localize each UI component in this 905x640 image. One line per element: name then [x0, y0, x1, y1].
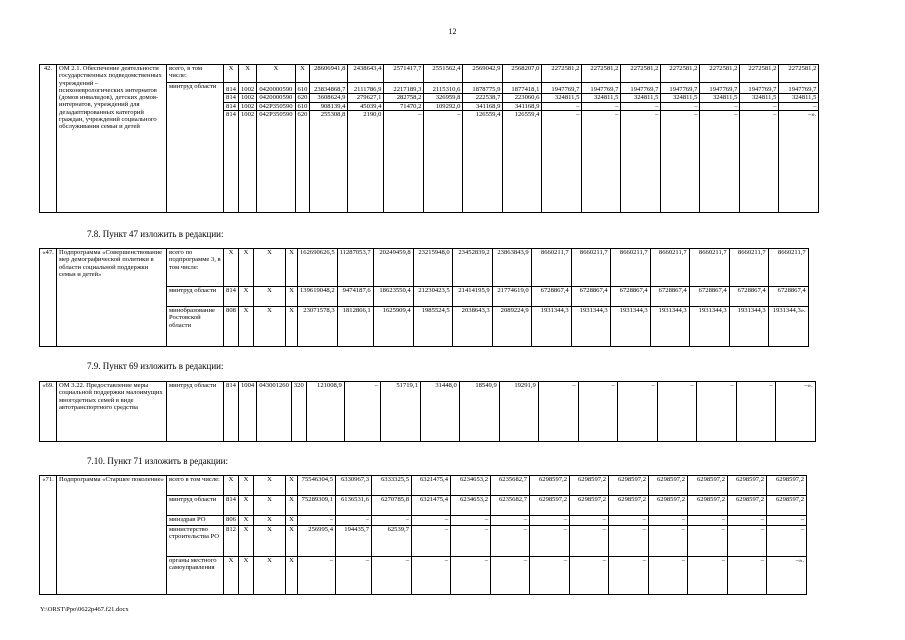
value-cell: 162690626,5: [298, 249, 338, 287]
sub-value: 2217189,3: [393, 86, 422, 93]
sub-value: –: [542, 102, 581, 110]
value-cell: 814: [224, 287, 239, 307]
value-cell: X: [239, 557, 254, 595]
value-cell: 18623550,4: [373, 287, 413, 307]
value-cell: 6298597,2: [649, 476, 688, 496]
sub-value: –: [740, 102, 778, 110]
value-cell: 62539,7: [372, 526, 412, 557]
value-cell: 6728867,4: [689, 287, 729, 307]
value-cell: X: [254, 496, 286, 516]
value-cell: –: [609, 526, 649, 557]
value-cell: 6298597,2: [609, 476, 649, 496]
value-cell: 6298597,2: [767, 476, 807, 496]
value-cell: 2568207,0: [503, 65, 542, 83]
value-cell: [239, 83, 257, 213]
value-cell: 9474187,6: [337, 287, 373, 307]
value-cell: 2272581,2: [700, 65, 740, 83]
value-cell: –: [412, 557, 451, 595]
value-cell: X: [254, 526, 286, 557]
sub-value: 1002: [241, 102, 255, 110]
sub-value: 45039,4: [348, 102, 383, 110]
value-cell: [224, 83, 239, 213]
value-cell: 6298597,2: [688, 476, 728, 496]
sub-value: 1947769,7: [630, 86, 659, 93]
value-cell: –: [578, 382, 617, 442]
value-cell: 8660211,7: [768, 249, 808, 287]
value-cell: –».: [767, 557, 807, 595]
sub-value: 1947769,7: [669, 86, 698, 93]
value-cell: –: [617, 382, 657, 442]
sub-value: 1002: [241, 110, 255, 118]
value-cell: X: [239, 496, 254, 516]
sub-value: 610: [297, 102, 308, 110]
value-cell: 20249459,8: [373, 249, 413, 287]
value-cell: –: [530, 557, 570, 595]
value-cell: 6298597,2: [570, 496, 609, 516]
sub-value: 341168,9: [503, 102, 541, 110]
sub-value: 23834868,7: [314, 86, 346, 93]
value-cell: –: [570, 526, 609, 557]
sub-value: –: [700, 110, 739, 118]
value-cell: 2272581,2: [621, 65, 661, 83]
sub-value: –: [779, 102, 818, 110]
value-cell: –: [609, 516, 649, 526]
value-cell: X: [254, 249, 286, 287]
value-cell: 6235682,7: [491, 476, 530, 496]
value-cell: –: [688, 557, 728, 595]
value-cell: 8660211,7: [650, 249, 689, 287]
value-cell: 194435,7: [336, 526, 372, 557]
value-cell: –: [649, 557, 688, 595]
sub-value: 1947769,7: [551, 86, 580, 93]
sub-value: 1947769,7: [748, 86, 777, 93]
value-cell: 1985524,5: [413, 307, 452, 347]
row-number: «47.: [40, 249, 57, 347]
sub-value: –: [384, 110, 423, 118]
sub-value: –: [621, 110, 660, 118]
value-cell: [348, 83, 384, 213]
value-cell: X: [239, 526, 254, 557]
row-number: «71.: [40, 476, 57, 595]
sub-value: –: [542, 110, 581, 118]
value-cell: 2272581,2: [542, 65, 582, 83]
value-cell: 1931344,3: [689, 307, 729, 347]
value-cell: –: [491, 557, 530, 595]
sub-value: 814: [224, 102, 238, 110]
value-cell: 6321475,4: [412, 496, 451, 516]
sub-value: 324811,5: [779, 93, 818, 101]
sub-value: 620: [297, 94, 308, 102]
sub-value: 2111786,9: [353, 86, 382, 93]
value-cell: 043001260: [257, 382, 292, 442]
value-cell: 2551562,4: [424, 65, 463, 83]
value-cell: [621, 83, 661, 213]
value-cell: 6235682,7: [491, 496, 530, 516]
value-cell: X: [286, 557, 298, 595]
value-cell: [661, 83, 700, 213]
value-cell: –: [336, 557, 372, 595]
value-cell: X: [295, 65, 310, 83]
sub-value: 324811,5: [700, 93, 739, 101]
value-cell: X: [286, 287, 298, 307]
value-cell: –: [372, 557, 412, 595]
value-cell: 31448,0: [420, 382, 459, 442]
sub-value: –: [582, 110, 620, 118]
value-cell: 1931344,3: [729, 307, 768, 347]
value-cell: X: [254, 557, 286, 595]
sub-value: 1947769,7: [788, 86, 817, 93]
value-cell: –: [570, 516, 609, 526]
value-cell: X: [286, 249, 298, 287]
value-cell: 2438643,4: [348, 65, 384, 83]
sub-value: 814: [224, 110, 238, 118]
value-cell: [503, 83, 542, 213]
value-cell: [463, 83, 503, 213]
value-cell: –: [649, 516, 688, 526]
sub-value: 324811,5: [740, 93, 778, 101]
value-cell: 8660211,7: [610, 249, 650, 287]
value-cell: –: [412, 526, 451, 557]
value-cell: 11287053,7: [337, 249, 373, 287]
value-cell: 6330967,3: [336, 476, 372, 496]
sub-value: 620: [297, 110, 308, 118]
row-number: «69.: [40, 382, 57, 442]
sub-value: 1878775,9: [472, 86, 501, 93]
footer-path: Y:\ORST\Ppo\0622p467.f21.docx: [40, 606, 129, 613]
sub-value: 1002: [241, 94, 255, 102]
row-number: 42.: [40, 65, 57, 213]
row-label: минтруд области: [167, 496, 224, 516]
value-cell: 23863843,9: [492, 249, 531, 287]
sub-value: 1947769,7: [709, 86, 738, 93]
row-label: минтруд области: [167, 287, 224, 307]
item-name: Подпрограмма «Старшее поколение»: [57, 476, 167, 595]
sub-value: 223060,6: [503, 93, 541, 101]
value-cell: –: [530, 526, 570, 557]
sub-value: 0420000590: [257, 93, 294, 101]
value-cell: 21230423,5: [413, 287, 452, 307]
value-cell: X: [257, 65, 295, 83]
value-cell: [295, 83, 310, 213]
value-cell: –: [298, 516, 336, 526]
sub-value: –: [740, 110, 778, 118]
value-cell: 2569042,9: [463, 65, 503, 83]
row-label: всего, в том числе:: [167, 65, 224, 83]
page-number: 12: [448, 27, 457, 36]
sub-value: –: [700, 102, 739, 110]
row-label: минтруд области: [167, 83, 224, 213]
value-cell: –: [412, 516, 451, 526]
sub-value: 109292,0: [424, 102, 462, 110]
value-cell: 1931344,3».: [768, 307, 808, 347]
value-cell: 51719,1: [380, 382, 420, 442]
value-cell: X: [224, 476, 239, 496]
value-cell: –: [451, 526, 491, 557]
value-cell: 6321475,4: [412, 476, 451, 496]
value-cell: 6728867,4: [571, 287, 610, 307]
value-cell: –: [451, 557, 491, 595]
value-cell: 1931344,3: [571, 307, 610, 347]
sub-value: 042P350590: [259, 110, 293, 118]
value-cell: 6298597,2: [688, 496, 728, 516]
value-cell: –».: [775, 382, 815, 442]
value-cell: 2571417,7: [384, 65, 424, 83]
sub-value: –: [424, 110, 462, 118]
value-cell: 8660211,7: [531, 249, 571, 287]
table-row-69: [39, 381, 816, 442]
value-cell: 320: [291, 382, 306, 442]
value-cell: 8660211,7: [729, 249, 768, 287]
value-cell: 6136531,6: [336, 496, 372, 516]
value-cell: –: [688, 526, 728, 557]
value-cell: 1931344,3: [610, 307, 650, 347]
value-cell: 28606941,8: [310, 65, 348, 83]
value-cell: –: [530, 516, 570, 526]
value-cell: [582, 83, 621, 213]
value-cell: X: [239, 65, 257, 83]
table-row-71: [39, 475, 807, 595]
row-label: минздрав РО: [167, 516, 224, 526]
value-cell: –: [767, 526, 807, 557]
value-cell: X: [254, 476, 286, 496]
value-cell: –: [344, 382, 380, 442]
value-cell: 23452839,2: [452, 249, 492, 287]
value-cell: 6298597,2: [728, 496, 767, 516]
value-cell: X: [286, 496, 298, 516]
value-cell: 6270785,8: [372, 496, 412, 516]
value-cell: [542, 83, 582, 213]
value-cell: 6333325,5: [372, 476, 412, 496]
sub-value: 324811,5: [661, 93, 699, 101]
sub-value: 3608624,9: [310, 93, 347, 101]
value-cell: 6234653,2: [451, 496, 491, 516]
value-cell: X: [239, 476, 254, 496]
value-cell: –: [298, 557, 336, 595]
sub-value: 1947769,7: [590, 86, 619, 93]
value-cell: –: [372, 516, 412, 526]
sub-value: 279627,1: [348, 93, 383, 101]
value-cell: X: [239, 287, 254, 307]
value-cell: 808: [224, 307, 239, 347]
sub-value: 1002: [241, 86, 255, 93]
value-cell: [740, 83, 779, 213]
sub-value: 326959,8: [424, 93, 462, 101]
value-cell: –: [736, 382, 775, 442]
value-cell: 75546304,5: [298, 476, 336, 496]
value-cell: X: [239, 516, 254, 526]
value-cell: X: [254, 516, 286, 526]
value-cell: 6298597,2: [570, 476, 609, 496]
table-row-42: [39, 64, 819, 213]
sub-value: 324811,5: [582, 93, 620, 101]
sub-value: 126559,4: [463, 110, 502, 118]
value-cell: –: [649, 526, 688, 557]
item-name: Подпрограмма «Совершенствование мер демографической политики в области социальной поддержки семьи и детей»: [57, 249, 167, 347]
value-cell: 6728867,4: [768, 287, 808, 307]
value-cell: –: [728, 516, 767, 526]
value-cell: 2272581,2: [779, 65, 819, 83]
row-label: всего по подпрограмме 3, в том числе:: [167, 249, 224, 287]
heading-7-9: 7.9. Пункт 69 изложить в редакции:: [87, 361, 224, 371]
sub-value: 0420000590: [259, 86, 293, 93]
value-cell: X: [254, 287, 286, 307]
sub-value: 042P350590: [259, 102, 293, 110]
value-cell: 6234653,2: [451, 476, 491, 496]
value-cell: 814: [224, 382, 239, 442]
value-cell: 6298597,2: [728, 476, 767, 496]
sub-value: 324811,5: [621, 93, 660, 101]
value-cell: 1004: [239, 382, 257, 442]
value-cell: 6298597,2: [609, 496, 649, 516]
sub-value: –: [661, 110, 699, 118]
value-cell: 18549,9: [459, 382, 499, 442]
value-cell: 2038643,3: [452, 307, 492, 347]
value-cell: 139619048,2: [298, 287, 338, 307]
value-cell: 6728867,4: [650, 287, 689, 307]
value-cell: –: [728, 557, 767, 595]
value-cell: X: [239, 249, 254, 287]
value-cell: 8660211,7: [571, 249, 610, 287]
heading-7-8: 7.8. Пункт 47 изложить в редакции:: [87, 229, 224, 239]
value-cell: X: [224, 65, 239, 83]
value-cell: 256995,4: [298, 526, 336, 557]
sub-value: 814: [226, 86, 236, 93]
sub-value: 2115310,6: [432, 86, 461, 93]
value-cell: X: [286, 526, 298, 557]
value-cell: 812: [224, 526, 239, 557]
value-cell: X: [239, 307, 254, 347]
row-label: минтруд области: [167, 382, 224, 442]
row-label: всего в том числе:: [167, 476, 224, 496]
value-cell: –: [696, 382, 736, 442]
sub-value: 341168,9: [463, 102, 502, 110]
value-cell: 6298597,2: [530, 476, 570, 496]
sub-value: 71470,2: [384, 102, 423, 110]
value-cell: –: [767, 516, 807, 526]
value-cell: 6728867,4: [610, 287, 650, 307]
value-cell: 23071578,3: [298, 307, 338, 347]
value-cell: X: [254, 307, 286, 347]
value-cell: X: [224, 557, 239, 595]
value-cell: 1931344,3: [531, 307, 571, 347]
row-label: министерство строительства РО: [167, 526, 224, 557]
value-cell: 21414195,9: [452, 287, 492, 307]
value-cell: X: [224, 249, 239, 287]
value-cell: [384, 83, 424, 213]
value-cell: 23215948,0: [413, 249, 452, 287]
value-cell: –: [538, 382, 578, 442]
value-cell: 806: [224, 516, 239, 526]
value-cell: 121008,9: [306, 382, 344, 442]
sub-value: –: [582, 102, 620, 110]
row-label: органы местного самоуправления: [167, 557, 224, 595]
value-cell: –: [728, 526, 767, 557]
sub-value: 908139,4: [310, 102, 347, 110]
value-cell: [257, 83, 295, 213]
value-cell: [424, 83, 463, 213]
sub-value: 222538,7: [463, 93, 502, 101]
sub-value: 2190,0: [348, 110, 383, 118]
value-cell: 814: [224, 496, 239, 516]
value-cell: –: [451, 516, 491, 526]
value-cell: [700, 83, 740, 213]
table-row-47: [39, 248, 809, 347]
value-cell: [310, 83, 348, 213]
value-cell: 21774619,0: [492, 287, 531, 307]
sub-value: 255308,8: [310, 110, 347, 118]
value-cell: 2272581,2: [582, 65, 621, 83]
value-cell: 6298597,2: [649, 496, 688, 516]
value-cell: –: [336, 516, 372, 526]
heading-7-10: 7.10. Пункт 71 изложить в редакции:: [87, 456, 228, 466]
item-name: ОМ 3.22. Предоставление меры социальной поддержки малоимущих многодетных семей в виде автотранспортного средства: [57, 382, 167, 442]
sub-value: –: [621, 102, 660, 110]
value-cell: –: [491, 516, 530, 526]
sub-value: 282758,2: [384, 93, 423, 101]
sub-value: 1877418,1: [511, 86, 540, 93]
value-cell: –: [570, 557, 609, 595]
value-cell: 75289309,1: [298, 496, 336, 516]
value-cell: [779, 83, 819, 213]
value-cell: 8660211,7: [689, 249, 729, 287]
value-cell: X: [286, 516, 298, 526]
sub-value: 610: [297, 86, 308, 93]
value-cell: 6728867,4: [531, 287, 571, 307]
item-name: ОМ 2.1. Обеспечение деятельности государственных подведомственных учреждений – психоневрологических интернатов (домов инвалидов), детских домов-интернатов, учреждений для дезадаптированных категорий граждан, учреждений социального обслуживания семьи и детей: [57, 65, 167, 213]
value-cell: –: [491, 526, 530, 557]
value-cell: 2272581,2: [661, 65, 700, 83]
value-cell: 6298597,2: [767, 496, 807, 516]
sub-value: –».: [779, 110, 818, 118]
sub-value: 814: [224, 93, 238, 101]
value-cell: X: [286, 476, 298, 496]
value-cell: 19291,9: [499, 382, 538, 442]
sub-value: 126559,4: [503, 110, 541, 118]
value-cell: 2272581,2: [740, 65, 779, 83]
value-cell: 6298597,2: [530, 496, 570, 516]
row-label: минобразование Ростовской области: [167, 307, 224, 347]
value-cell: X: [286, 307, 298, 347]
value-cell: 1812866,1: [337, 307, 373, 347]
value-cell: –: [657, 382, 696, 442]
sub-value: –: [661, 102, 699, 110]
value-cell: 1625909,4: [373, 307, 413, 347]
sub-value: 324811,5: [542, 93, 581, 101]
value-cell: 2089224,9: [492, 307, 531, 347]
value-cell: 6728867,4: [729, 287, 768, 307]
value-cell: –: [609, 557, 649, 595]
value-cell: –: [688, 516, 728, 526]
value-cell: 1931344,3: [650, 307, 689, 347]
